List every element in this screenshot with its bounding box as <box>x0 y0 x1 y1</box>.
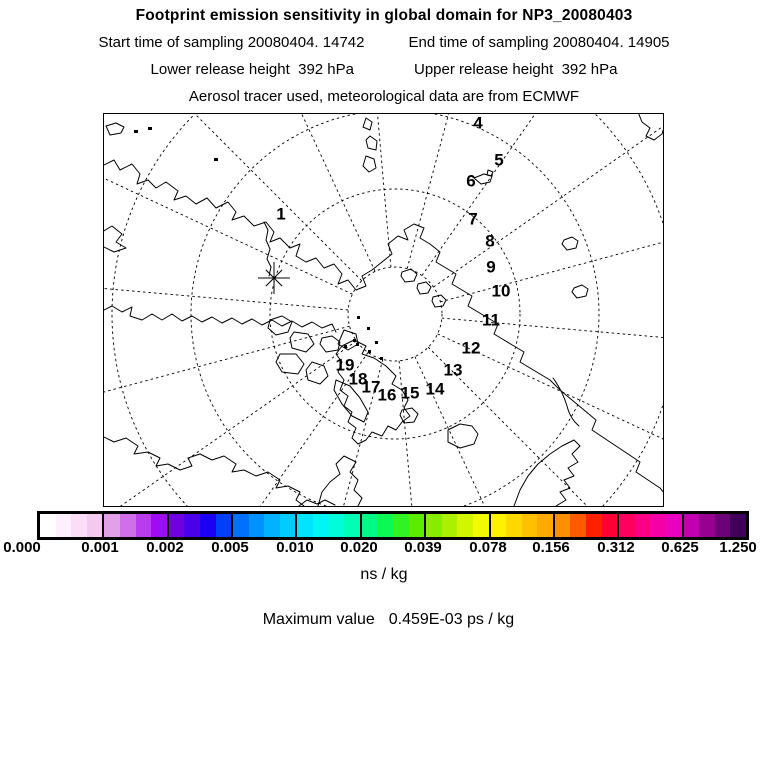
colorbar-tick: 0.312 <box>597 539 635 556</box>
colorbar-cell <box>280 514 296 537</box>
colorbar-tick: 0.000 <box>3 539 41 556</box>
arctic-map-svg <box>104 114 663 506</box>
colorbar-segment <box>424 514 488 537</box>
colorbar-cell <box>393 514 409 537</box>
track-point-label: 9 <box>486 257 496 277</box>
colorbar-cell <box>715 514 731 537</box>
colorbar-tick: 0.625 <box>661 539 699 556</box>
meridian-line <box>325 114 391 267</box>
meridian-line <box>104 353 368 506</box>
colorbar-cell <box>71 514 87 537</box>
colorbar-cell <box>264 514 280 537</box>
latitude-circle <box>191 114 599 506</box>
colorbar-tick: 0.010 <box>276 539 314 556</box>
colorbar-cell <box>216 514 232 537</box>
colorbar <box>37 511 749 540</box>
colorbar-cell <box>377 514 393 537</box>
tracer-info-text: Aerosol tracer used, meteorological data are from ECMWF <box>188 88 580 105</box>
colorbar-cell <box>586 514 602 537</box>
meridian-line <box>104 244 348 310</box>
track-point-label: 19 <box>335 355 355 375</box>
colorbar-cell <box>619 514 635 537</box>
track-point-label: 4 <box>473 114 483 133</box>
colorbar-cell <box>555 514 571 537</box>
meridian-line <box>104 326 350 506</box>
meridian-line <box>438 334 663 506</box>
colorbar-cell <box>409 514 425 537</box>
meridian-line <box>104 341 356 506</box>
colorbar-cell <box>684 514 700 537</box>
colorbar-cell <box>104 514 120 537</box>
track-point-label: 6 <box>466 171 476 191</box>
colorbar-tick: 0.001 <box>81 539 119 556</box>
track-point-label: 5 <box>494 150 504 170</box>
colorbar-segment <box>40 514 102 537</box>
sampling-times <box>0 34 768 51</box>
track-point-label: 16 <box>377 385 397 405</box>
meridian-line <box>104 114 362 281</box>
page-title: Footprint emission sensitivity in global domain for NP3_20080403 <box>135 7 633 24</box>
colorbar-cell <box>249 514 265 537</box>
colorbar-cell <box>136 514 152 537</box>
meridian-line <box>104 114 375 271</box>
colorbar-cell <box>87 514 103 537</box>
colorbar-segment <box>167 514 231 537</box>
track-point-label: 18 <box>348 369 368 389</box>
colorbar-cell <box>442 514 458 537</box>
track-point-label: 8 <box>485 231 495 251</box>
colorbar-cell <box>233 514 249 537</box>
colorbar-cell <box>297 514 313 537</box>
colorbar-cell <box>650 514 666 537</box>
colorbar-cell <box>730 514 746 537</box>
meridian-line <box>440 114 663 302</box>
colorbar-cell <box>184 514 200 537</box>
track-point-label: 13 <box>443 360 463 380</box>
colorbar-tick: 0.020 <box>340 539 378 556</box>
colorbar-cell <box>329 514 345 537</box>
colorbar-cell <box>457 514 473 537</box>
colorbar-cell <box>40 514 56 537</box>
colorbar-cell <box>666 514 682 537</box>
colorbar-tick: 0.005 <box>211 539 249 556</box>
end-time-text: End time of sampling 20080404. 14905 <box>408 34 670 51</box>
maximum-value-text: 0.459E-03 ps / kg <box>388 611 515 628</box>
track-point-label: 12 <box>461 338 481 358</box>
start-time-text: Start time of sampling 20080404. 14742 <box>98 34 365 51</box>
maximum-value-line <box>0 593 768 629</box>
track-point-label: 15 <box>400 383 420 403</box>
colorbar-segment <box>682 514 746 537</box>
colorbar-tick: 0.078 <box>469 539 507 556</box>
meridian-line <box>407 114 602 269</box>
colorbar-cell <box>362 514 378 537</box>
track-point-label: 7 <box>468 209 478 229</box>
lower-release-text: Lower release height 392 hPa <box>150 61 354 78</box>
track-point-label: 14 <box>425 379 445 399</box>
colorbar-segment <box>231 514 295 537</box>
colorbar-segment <box>102 514 166 537</box>
colorbar-units: ns / kg <box>360 566 408 583</box>
latitude-circle <box>112 114 663 506</box>
colorbar-cell <box>313 514 329 537</box>
colorbar-segment <box>360 514 424 537</box>
colorbar-cell <box>570 514 586 537</box>
colorbar-segment <box>617 514 681 537</box>
colorbar-segment <box>489 514 553 537</box>
colorbar-tick-labels <box>0 539 768 559</box>
upper-release-text: Upper release height 392 hPa <box>414 61 618 78</box>
colorbar-tick: 0.039 <box>404 539 442 556</box>
coastline-speckles <box>134 127 383 360</box>
colorbar-cell <box>491 514 507 537</box>
colorbar-cell <box>506 514 522 537</box>
colorbar-cell <box>344 514 360 537</box>
meridian-line <box>104 114 352 294</box>
coastline-paths <box>104 114 663 506</box>
meridian-line <box>422 114 663 275</box>
meridian-line <box>425 347 663 506</box>
colorbar-cell <box>473 514 489 537</box>
colorbar-cell <box>522 514 538 537</box>
track-point-label: 10 <box>491 281 511 301</box>
colorbar-cell <box>200 514 216 537</box>
meridian-line <box>434 114 663 287</box>
colorbar-cell <box>537 514 553 537</box>
latitude-circle <box>348 267 442 361</box>
colorbar-segment <box>295 514 359 537</box>
colorbar-cell <box>169 514 185 537</box>
star-burst-icon <box>258 262 290 294</box>
track-point-label: 11 <box>482 310 500 330</box>
colorbar-tick: 1.250 <box>719 539 757 556</box>
colorbar-cell <box>635 514 651 537</box>
map-frame <box>103 113 664 507</box>
colorbar-tick: 0.156 <box>532 539 570 556</box>
maximum-value-label: Maximum value <box>262 611 375 628</box>
colorbar-cell <box>699 514 715 537</box>
colorbar-cell <box>151 514 167 537</box>
colorbar-cell <box>426 514 442 537</box>
track-point-label: 17 <box>361 377 381 397</box>
release-heights <box>0 61 768 78</box>
colorbar-cell <box>602 514 618 537</box>
colorbar-tick: 0.002 <box>146 539 184 556</box>
colorbar-segment <box>553 514 617 537</box>
colorbar-cell <box>56 514 72 537</box>
track-point-label: 1 <box>276 204 286 224</box>
colorbar-cell <box>120 514 136 537</box>
track-point-labels <box>258 114 510 405</box>
